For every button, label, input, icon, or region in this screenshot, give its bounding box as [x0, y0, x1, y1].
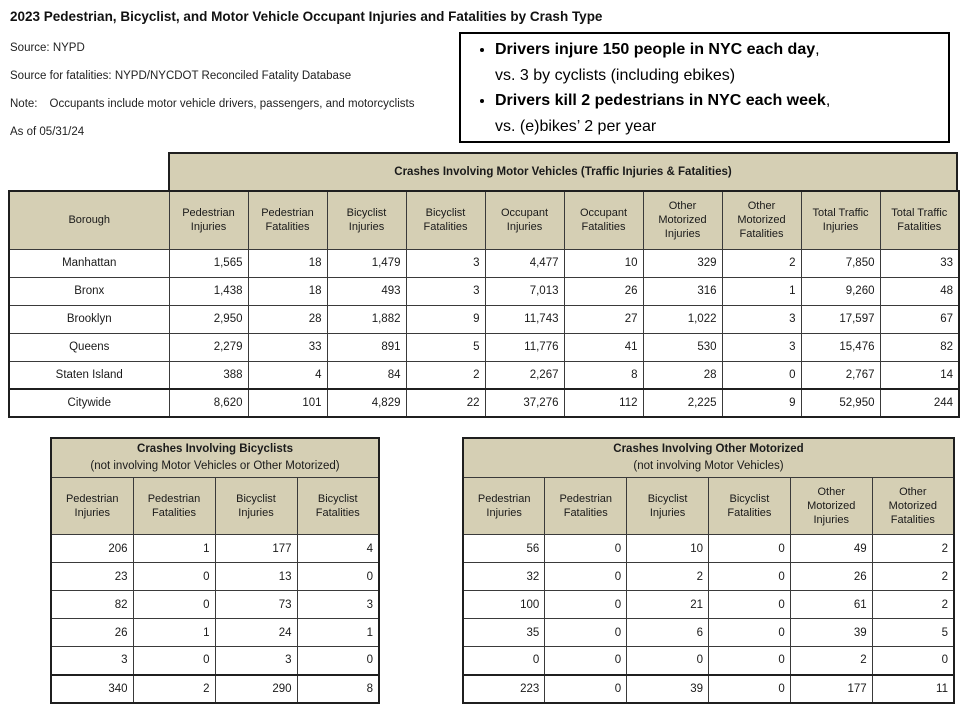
value-cell: 0: [133, 647, 215, 675]
value-cell: 48: [880, 277, 959, 305]
value-cell: 0: [297, 563, 379, 591]
value-cell: 8,620: [169, 389, 248, 417]
value-cell: 5: [406, 333, 485, 361]
callout-bullet: [495, 37, 942, 88]
value-cell: 13: [215, 563, 297, 591]
value-cell: 8: [297, 675, 379, 703]
column-header: Other Motorized Injuries: [643, 191, 722, 249]
value-cell: 1,022: [643, 305, 722, 333]
callout-text: ,: [815, 41, 820, 58]
value-cell: 2: [872, 535, 954, 563]
value-cell: 22: [406, 389, 485, 417]
table-row: [9, 361, 959, 389]
callout-bold-text: Drivers injure 150 people in NYC each day: [495, 41, 816, 58]
value-cell: 11: [872, 675, 954, 703]
column-header: Bicyclist Injuries: [327, 191, 406, 249]
callout-bold-text: Drivers kill 2 pedestrians in NYC each week: [495, 92, 826, 109]
column-header: Occupant Fatalities: [564, 191, 643, 249]
value-cell: 2: [872, 563, 954, 591]
table-row: [463, 563, 954, 591]
column-header: Bicyclist Fatalities: [708, 478, 790, 535]
value-cell: 37,276: [485, 389, 564, 417]
value-cell: 2: [722, 249, 801, 277]
value-cell: 112: [564, 389, 643, 417]
value-cell: 493: [327, 277, 406, 305]
motor-vehicle-table-banner: Crashes Involving Motor Vehicles (Traffic Injuries & Fatalities): [168, 152, 958, 190]
value-cell: 244: [880, 389, 959, 417]
column-header: Pedestrian Fatalities: [133, 478, 215, 535]
value-cell: 26: [51, 619, 133, 647]
value-cell: 1: [133, 535, 215, 563]
column-header: Bicyclist Injuries: [627, 478, 709, 535]
value-cell: 18: [248, 249, 327, 277]
banner-title: Crashes Involving Other Motorized: [613, 443, 804, 455]
other-motorized-table-header-row: [463, 478, 954, 535]
value-cell: 10: [627, 535, 709, 563]
value-cell: 52,950: [801, 389, 880, 417]
value-cell: 33: [880, 249, 959, 277]
borough-cell: Brooklyn: [9, 305, 169, 333]
table-row: [9, 249, 959, 277]
value-cell: 2,279: [169, 333, 248, 361]
value-cell: 223: [463, 675, 545, 703]
value-cell: 0: [708, 647, 790, 675]
table-row: [51, 563, 379, 591]
value-cell: 3: [722, 305, 801, 333]
callout-text: vs. (e)bikes’ 2 per year: [495, 117, 657, 135]
value-cell: 2,950: [169, 305, 248, 333]
column-header: Bicyclist Fatalities: [297, 478, 379, 535]
value-cell: 177: [215, 535, 297, 563]
borough-cell: Bronx: [9, 277, 169, 305]
borough-cell: Manhattan: [9, 249, 169, 277]
value-cell: 9: [722, 389, 801, 417]
column-header: Total Traffic Fatalities: [880, 191, 959, 249]
value-cell: 73: [215, 591, 297, 619]
value-cell: 1,438: [169, 277, 248, 305]
table-row: [51, 675, 379, 703]
column-header: Pedestrian Fatalities: [248, 191, 327, 249]
table-row: [463, 535, 954, 563]
column-header: Pedestrian Injuries: [51, 478, 133, 535]
value-cell: 290: [215, 675, 297, 703]
callout-bullet-list: [467, 37, 942, 139]
value-cell: 3: [297, 591, 379, 619]
value-cell: 2: [627, 563, 709, 591]
value-cell: 2,767: [801, 361, 880, 389]
value-cell: 11,776: [485, 333, 564, 361]
value-cell: 39: [790, 619, 872, 647]
value-cell: 4,829: [327, 389, 406, 417]
value-cell: 28: [643, 361, 722, 389]
banner-subtitle: (not involving Motor Vehicles or Other Motorized): [90, 460, 340, 472]
value-cell: 329: [643, 249, 722, 277]
column-header: Pedestrian Injuries: [463, 478, 545, 535]
value-cell: 1,882: [327, 305, 406, 333]
value-cell: 33: [248, 333, 327, 361]
value-cell: 0: [545, 591, 627, 619]
table-row: [463, 619, 954, 647]
column-header: Other Motorized Fatalities: [872, 478, 954, 535]
value-cell: 26: [790, 563, 872, 591]
value-cell: 0: [545, 535, 627, 563]
value-cell: 7,850: [801, 249, 880, 277]
value-cell: 891: [327, 333, 406, 361]
value-cell: 0: [708, 563, 790, 591]
value-cell: 2,267: [485, 361, 564, 389]
value-cell: 10: [564, 249, 643, 277]
value-cell: 9,260: [801, 277, 880, 305]
value-cell: 14: [880, 361, 959, 389]
value-cell: 100: [463, 591, 545, 619]
value-cell: 0: [708, 675, 790, 703]
value-cell: 0: [463, 647, 545, 675]
value-cell: 41: [564, 333, 643, 361]
value-cell: 28: [248, 305, 327, 333]
main-table-header-row: [9, 191, 959, 249]
value-cell: 0: [545, 675, 627, 703]
borough-cell: Staten Island: [9, 361, 169, 389]
table-row: [51, 591, 379, 619]
column-header: Bicyclist Fatalities: [406, 191, 485, 249]
borough-cell: Citywide: [9, 389, 169, 417]
as-of-date: As of 05/31/24: [10, 126, 85, 138]
column-header: Pedestrian Injuries: [169, 191, 248, 249]
table-row: [9, 277, 959, 305]
value-cell: 15,476: [801, 333, 880, 361]
bicyclist-table-banner: [51, 438, 379, 478]
value-cell: 2: [406, 361, 485, 389]
value-cell: 2: [790, 647, 872, 675]
column-header: Bicyclist Injuries: [215, 478, 297, 535]
value-cell: 35: [463, 619, 545, 647]
value-cell: 4: [248, 361, 327, 389]
borough-column-header: Borough: [9, 191, 169, 249]
value-cell: 84: [327, 361, 406, 389]
value-cell: 0: [722, 361, 801, 389]
value-cell: 6: [627, 619, 709, 647]
value-cell: 0: [708, 619, 790, 647]
value-cell: 0: [297, 647, 379, 675]
value-cell: 101: [248, 389, 327, 417]
table-row: [9, 305, 959, 333]
table-row: [463, 675, 954, 703]
note-label: Note:: [10, 98, 38, 110]
banner-subtitle: (not involving Motor Vehicles): [633, 460, 784, 472]
banner-title: Crashes Involving Bicyclists: [137, 443, 293, 455]
column-header: Other Motorized Injuries: [790, 478, 872, 535]
table-row: [463, 647, 954, 675]
table-row: [51, 619, 379, 647]
value-cell: 3: [215, 647, 297, 675]
value-cell: 18: [248, 277, 327, 305]
value-cell: 3: [406, 249, 485, 277]
value-cell: 177: [790, 675, 872, 703]
value-cell: 2: [872, 591, 954, 619]
value-cell: 2,225: [643, 389, 722, 417]
value-cell: 0: [708, 535, 790, 563]
other-motorized-table-banner-row: [463, 438, 954, 478]
source-fatalities-note: Source for fatalities: NYPD/NYCDOT Reconciled Fatality Database: [10, 70, 352, 82]
value-cell: 1: [133, 619, 215, 647]
other-motorized-crashes-table: [462, 437, 955, 704]
value-cell: 0: [133, 563, 215, 591]
page-title: 2023 Pedestrian, Bicyclist, and Motor Vehicle Occupant Injuries and Fatalities by Crash Type: [10, 9, 603, 24]
value-cell: 2: [133, 675, 215, 703]
borough-cell: Queens: [9, 333, 169, 361]
column-header: Total Traffic Injuries: [801, 191, 880, 249]
value-cell: 7,013: [485, 277, 564, 305]
value-cell: 24: [215, 619, 297, 647]
value-cell: 67: [880, 305, 959, 333]
value-cell: 11,743: [485, 305, 564, 333]
column-header: Other Motorized Fatalities: [722, 191, 801, 249]
value-cell: 4,477: [485, 249, 564, 277]
other-motorized-table-banner: [463, 438, 954, 478]
value-cell: 3: [51, 647, 133, 675]
value-cell: 82: [51, 591, 133, 619]
value-cell: 23: [51, 563, 133, 591]
value-cell: 316: [643, 277, 722, 305]
value-cell: 17,597: [801, 305, 880, 333]
value-cell: 3: [406, 277, 485, 305]
value-cell: 0: [545, 563, 627, 591]
bicyclist-table-banner-row: [51, 438, 379, 478]
value-cell: 388: [169, 361, 248, 389]
column-header: Occupant Injuries: [485, 191, 564, 249]
value-cell: 32: [463, 563, 545, 591]
occupants-note: [10, 98, 414, 110]
table-row: [9, 389, 959, 417]
value-cell: 21: [627, 591, 709, 619]
table-row: [51, 535, 379, 563]
value-cell: 530: [643, 333, 722, 361]
value-cell: 0: [872, 647, 954, 675]
value-cell: 0: [545, 619, 627, 647]
value-cell: 8: [564, 361, 643, 389]
callout-text: vs. 3 by cyclists (including ebikes): [495, 66, 736, 84]
value-cell: 9: [406, 305, 485, 333]
value-cell: 1: [297, 619, 379, 647]
value-cell: 5: [872, 619, 954, 647]
value-cell: 206: [51, 535, 133, 563]
column-header: Pedestrian Fatalities: [545, 478, 627, 535]
value-cell: 27: [564, 305, 643, 333]
value-cell: 61: [790, 591, 872, 619]
key-facts-callout: [459, 32, 950, 143]
value-cell: 56: [463, 535, 545, 563]
table-row: [51, 647, 379, 675]
table-row: [463, 591, 954, 619]
bicyclist-table-header-row: [51, 478, 379, 535]
note-text: Occupants include motor vehicle drivers, passengers, and motorcyclists: [49, 98, 415, 110]
value-cell: 39: [627, 675, 709, 703]
value-cell: 1,479: [327, 249, 406, 277]
value-cell: 0: [627, 647, 709, 675]
value-cell: 4: [297, 535, 379, 563]
value-cell: 82: [880, 333, 959, 361]
value-cell: 49: [790, 535, 872, 563]
value-cell: 1: [722, 277, 801, 305]
value-cell: 0: [708, 591, 790, 619]
value-cell: 26: [564, 277, 643, 305]
value-cell: 1,565: [169, 249, 248, 277]
table-row: [9, 333, 959, 361]
callout-text: ,: [825, 92, 831, 109]
value-cell: 0: [545, 647, 627, 675]
value-cell: 3: [722, 333, 801, 361]
value-cell: 340: [51, 675, 133, 703]
source-note: Source: NYPD: [10, 42, 85, 54]
bicyclist-crashes-table: [50, 437, 380, 704]
motor-vehicle-crashes-table: [8, 190, 960, 418]
value-cell: 0: [133, 591, 215, 619]
callout-bullet: [495, 88, 942, 139]
